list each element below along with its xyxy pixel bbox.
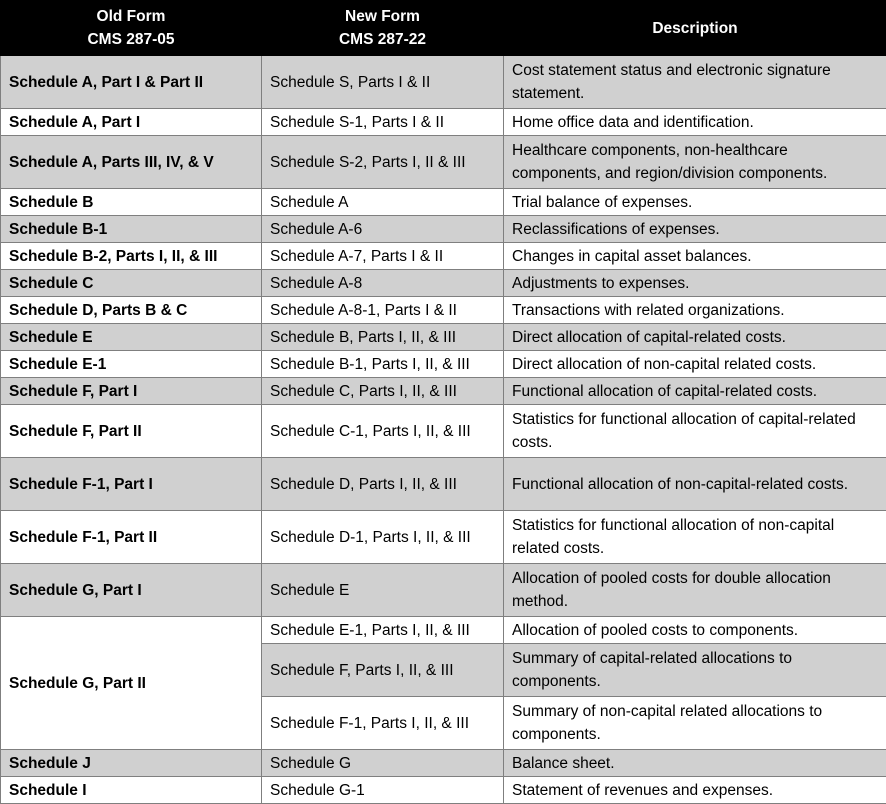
description-cell: Trial balance of expenses.: [504, 189, 886, 216]
description-cell: Allocation of pooled costs for double allocation method.: [504, 564, 886, 617]
table-row: [1, 405, 886, 458]
table-row: [1, 564, 886, 617]
header-row: [1, 1, 886, 56]
old-form-cell: Schedule E: [1, 324, 262, 351]
description-cell: Home office data and identification.: [504, 109, 886, 136]
header-new-form-number: CMS 287-22: [268, 28, 497, 51]
description-cell: Summary of non-capital related allocations to components.: [504, 697, 886, 750]
old-form-cell: Schedule F-1, Part II: [1, 511, 262, 564]
description-cell: Adjustments to expenses.: [504, 270, 886, 297]
header-old-form-number: CMS 287-05: [7, 28, 255, 51]
description-cell: Statistics for functional allocation of capital-related costs.: [504, 405, 886, 458]
table-row: [1, 617, 886, 644]
old-form-cell: Schedule D, Parts B & C: [1, 297, 262, 324]
header-description: Description: [504, 1, 886, 56]
new-form-cell: Schedule D, Parts I, II, & III: [262, 458, 504, 511]
old-form-cell: Schedule C: [1, 270, 262, 297]
old-form-cell: Schedule F, Part I: [1, 378, 262, 405]
old-form-cell: Schedule A, Parts III, IV, & V: [1, 136, 262, 189]
new-form-cell: Schedule E: [262, 564, 504, 617]
old-form-cell: Schedule F, Part II: [1, 405, 262, 458]
table-row: [1, 378, 886, 405]
new-form-cell: Schedule E-1, Parts I, II, & III: [262, 617, 504, 644]
description-cell: Healthcare components, non-healthcare components, and region/division components.: [504, 136, 886, 189]
description-cell: Allocation of pooled costs to components.: [504, 617, 886, 644]
table-row: [1, 270, 886, 297]
table-row: [1, 351, 886, 378]
new-form-cell: Schedule A-7, Parts I & II: [262, 243, 504, 270]
description-cell: Changes in capital asset balances.: [504, 243, 886, 270]
new-form-cell: Schedule B-1, Parts I, II, & III: [262, 351, 504, 378]
old-form-cell: Schedule E-1: [1, 351, 262, 378]
description-cell: Statistics for functional allocation of non-capital related costs.: [504, 511, 886, 564]
table-row: [1, 243, 886, 270]
new-form-cell: Schedule S-2, Parts I, II & III: [262, 136, 504, 189]
new-form-cell: Schedule G-1: [262, 777, 504, 804]
table-row: [1, 189, 886, 216]
description-cell: Transactions with related organizations.: [504, 297, 886, 324]
table-row: [1, 750, 886, 777]
new-form-cell: Schedule A-8-1, Parts I & II: [262, 297, 504, 324]
table-row: [1, 136, 886, 189]
description-cell: Summary of capital-related allocations to components.: [504, 644, 886, 697]
table-body: [1, 56, 886, 804]
new-form-cell: Schedule D-1, Parts I, II, & III: [262, 511, 504, 564]
new-form-cell: Schedule A-8: [262, 270, 504, 297]
header-old-form: [1, 1, 262, 56]
new-form-cell: Schedule F-1, Parts I, II, & III: [262, 697, 504, 750]
header-old-form-title: Old Form: [7, 5, 255, 28]
table-header: [1, 1, 886, 56]
table-row: [1, 458, 886, 511]
new-form-cell: Schedule A-6: [262, 216, 504, 243]
table-row: [1, 56, 886, 109]
old-form-cell: Schedule B-2, Parts I, II, & III: [1, 243, 262, 270]
header-new-form-title: New Form: [268, 5, 497, 28]
old-form-cell: Schedule J: [1, 750, 262, 777]
old-form-cell: Schedule A, Part I & Part II: [1, 56, 262, 109]
table-row: [1, 216, 886, 243]
new-form-cell: Schedule A: [262, 189, 504, 216]
description-cell: Direct allocation of capital-related costs.: [504, 324, 886, 351]
new-form-cell: Schedule G: [262, 750, 504, 777]
description-cell: Statement of revenues and expenses.: [504, 777, 886, 804]
table-row: [1, 777, 886, 804]
new-form-cell: Schedule F, Parts I, II, & III: [262, 644, 504, 697]
description-cell: Balance sheet.: [504, 750, 886, 777]
table-row: [1, 324, 886, 351]
new-form-cell: Schedule B, Parts I, II, & III: [262, 324, 504, 351]
old-form-cell: Schedule F-1, Part I: [1, 458, 262, 511]
new-form-cell: Schedule S-1, Parts I & II: [262, 109, 504, 136]
table-row: [1, 511, 886, 564]
old-form-cell: Schedule B-1: [1, 216, 262, 243]
old-form-cell: Schedule I: [1, 777, 262, 804]
description-cell: Reclassifications of expenses.: [504, 216, 886, 243]
description-cell: Direct allocation of non-capital related costs.: [504, 351, 886, 378]
new-form-cell: Schedule C, Parts I, II, & III: [262, 378, 504, 405]
header-new-form: [262, 1, 504, 56]
old-form-cell: Schedule G, Part II: [1, 617, 262, 750]
table-row: [1, 109, 886, 136]
new-form-cell: Schedule C-1, Parts I, II, & III: [262, 405, 504, 458]
description-cell: Functional allocation of non-capital-related costs.: [504, 458, 886, 511]
old-form-cell: Schedule G, Part I: [1, 564, 262, 617]
table-row: [1, 297, 886, 324]
old-form-cell: Schedule A, Part I: [1, 109, 262, 136]
old-form-cell: Schedule B: [1, 189, 262, 216]
description-cell: Functional allocation of capital-related costs.: [504, 378, 886, 405]
new-form-cell: Schedule S, Parts I & II: [262, 56, 504, 109]
description-cell: Cost statement status and electronic signature statement.: [504, 56, 886, 109]
